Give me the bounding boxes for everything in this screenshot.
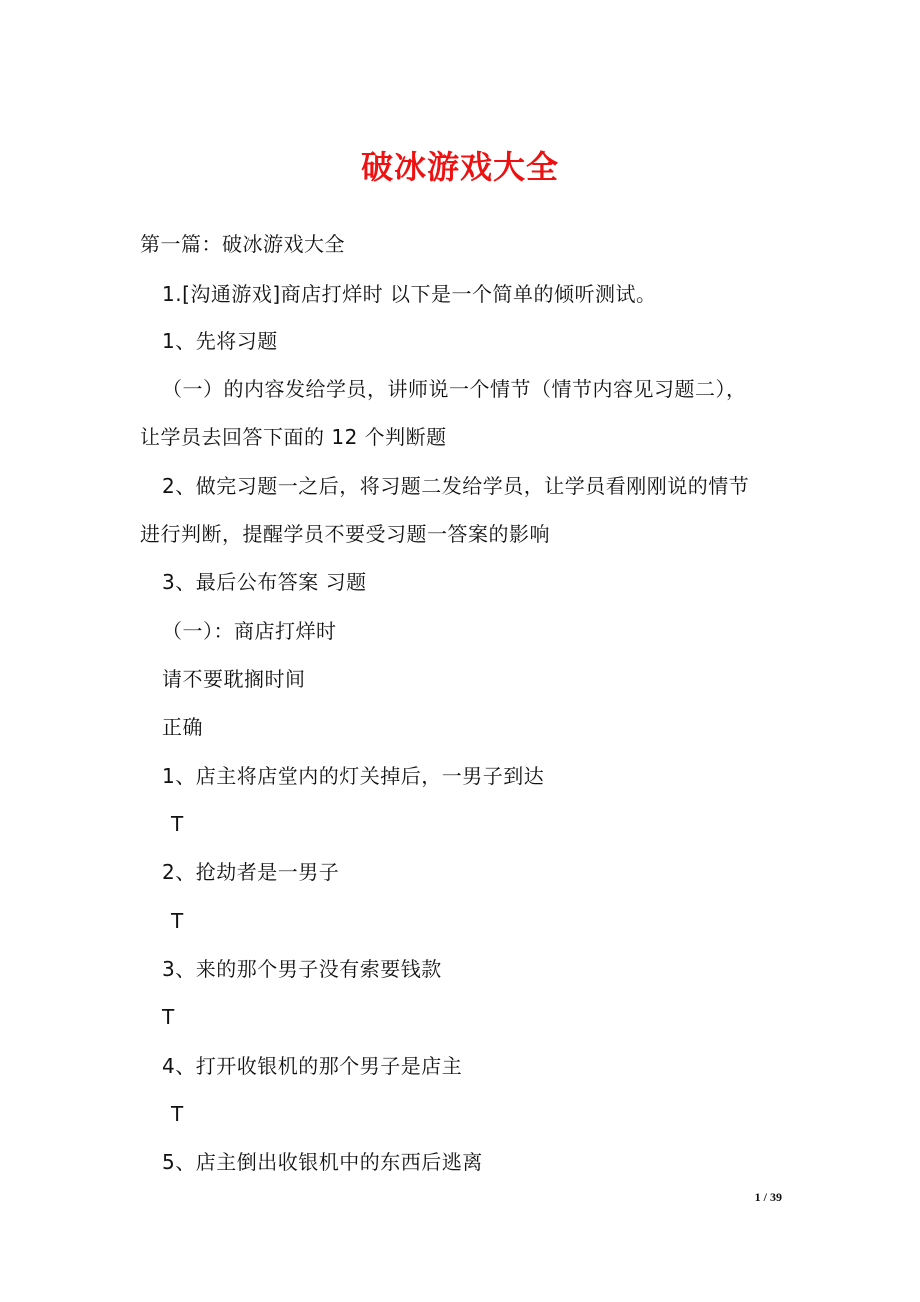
paragraph-line: 让学员去回答下面的 12 个判断题 — [140, 425, 447, 449]
question-line: 2、抢劫者是一男子 — [162, 860, 340, 884]
paragraph-line: （一）：商店打烊时 — [162, 619, 337, 643]
paragraph-line: （一）的内容发给学员，讲师说一个情节（情节内容见习题二）， — [162, 377, 747, 401]
paragraph-line: 请不要耽搁时间 — [162, 667, 306, 691]
section-heading: 第一篇：破冰游戏大全 — [140, 232, 345, 256]
paragraph-line: 3、最后公布答案 习题 — [162, 570, 367, 594]
page-number: 1 / 39 — [754, 1190, 782, 1204]
answer-line: T — [171, 1102, 184, 1126]
document-title: 破冰游戏大全 — [360, 148, 559, 186]
answer-line: T — [171, 909, 184, 933]
paragraph-line: 1、先将习题 — [162, 329, 278, 353]
question-line: 1、店主将店堂内的灯关掉后，一男子到达 — [162, 764, 545, 788]
question-line: 4、打开收银机的那个男子是店主 — [162, 1054, 463, 1078]
paragraph-line: 2、做完习题一之后，将习题二发给学员，让学员看刚刚说的情节 — [162, 474, 750, 498]
paragraph-line: 1.[沟通游戏]商店打烊时 以下是一个简单的倾听测试。 — [162, 282, 657, 306]
paragraph-line: 进行判断，提醒学员不要受习题一答案的影响 — [140, 522, 550, 546]
answer-line: T — [171, 812, 184, 836]
question-line: 5、店主倒出收银机中的东西后逃离 — [162, 1150, 483, 1174]
question-line: 3、来的那个男子没有索要钱款 — [162, 957, 442, 981]
paragraph-line: 正确 — [162, 715, 203, 739]
answer-line: T — [162, 1005, 175, 1029]
